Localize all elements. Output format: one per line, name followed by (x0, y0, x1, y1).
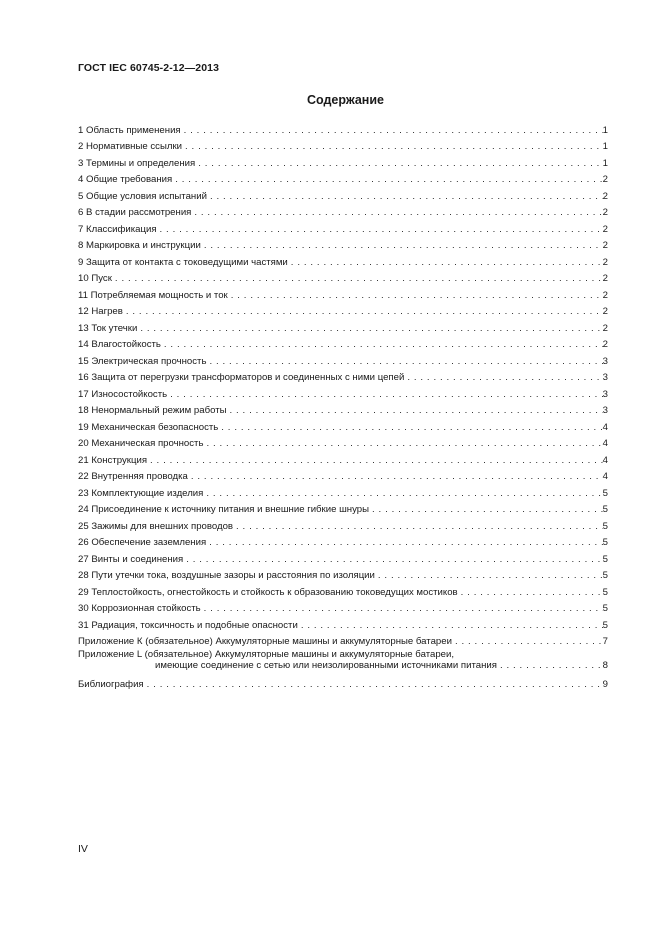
toc-entry[interactable] (78, 400, 608, 417)
toc-leader-dots (221, 422, 602, 433)
toc-entry-page: 3 (602, 355, 608, 367)
toc-entry-page: 5 (602, 619, 608, 631)
table-of-contents (78, 119, 608, 690)
toc-leader-dots (461, 587, 603, 598)
toc-leader-dots (236, 521, 603, 532)
toc-entry-page: 2 (602, 240, 608, 251)
toc-entry-page: 3 (602, 372, 608, 383)
toc-leader-dots (301, 620, 603, 631)
toc-entry[interactable] (78, 499, 608, 516)
toc-entry-page: 2 (602, 174, 608, 185)
toc-leader-dots (230, 405, 603, 416)
toc-entry-label: Библиография (78, 678, 144, 690)
page-number: IV (78, 843, 88, 855)
toc-leader-dots (378, 570, 603, 581)
toc-entry-label: 21 Конструкция (78, 454, 148, 466)
toc-entry-page: 4 (602, 421, 608, 433)
toc-entry-label: 14 Влагостойкость (78, 339, 161, 350)
toc-entry-label: 17 Износостойкость (78, 388, 168, 400)
toc-leader-dots (175, 174, 602, 185)
toc-entry[interactable] (78, 218, 608, 235)
toc-entry[interactable] (78, 235, 608, 252)
toc-leader-dots (194, 207, 602, 218)
toc-entry[interactable] (78, 433, 608, 450)
toc-leader-dots (231, 290, 603, 301)
toc-entry-page: 2 (602, 207, 608, 218)
toc-entry-label: 5 Общие условия испытаний (78, 190, 207, 202)
toc-entry-label: 12 Нагрев (78, 306, 123, 317)
toc-entry-page: 5 (602, 586, 608, 598)
toc-entry[interactable] (78, 416, 608, 433)
toc-leader-dots (140, 323, 602, 334)
toc-entry-label: 3 Термины и определения (78, 157, 196, 169)
toc-entry-label: 9 Защита от контакта с токоведущими частями (78, 256, 288, 268)
toc-leader-dots (372, 504, 603, 515)
toc-entry[interactable] (78, 334, 608, 351)
toc-entry-page: 5 (602, 520, 608, 532)
toc-entry[interactable] (78, 449, 608, 466)
toc-entry-page: 2 (602, 306, 608, 317)
toc-entry-label: 25 Зажимы для внешних проводов (78, 520, 234, 532)
toc-leader-dots (210, 191, 603, 202)
toc-entry-page: 5 (602, 603, 608, 614)
toc-entry-label: 31 Радиация, токсичность и подобные опасности (78, 619, 298, 631)
toc-entry[interactable] (78, 317, 608, 334)
toc-entry-page: 2 (602, 339, 608, 350)
toc-entry-label: 19 Механическая безопасность (78, 421, 219, 433)
toc-entry[interactable] (78, 482, 608, 499)
toc-entry[interactable] (78, 466, 608, 483)
toc-entry-page: 5 (602, 553, 608, 565)
toc-entry-page: 4 (602, 471, 608, 482)
toc-entry-page: 4 (602, 438, 608, 449)
toc-entry-label: 10 Пуск (78, 273, 112, 284)
toc-entry-label: 18 Ненормальный режим работы (78, 405, 227, 416)
toc-entry-page: 5 (602, 487, 608, 499)
toc-entry-label: 11 Потребляемая мощность и ток (78, 289, 228, 301)
toc-leader-dots (147, 679, 603, 690)
toc-entry[interactable] (78, 383, 608, 400)
toc-entry-page: 2 (602, 223, 608, 235)
toc-entry-page: 5 (602, 537, 608, 548)
toc-entry-label: 26 Обеспечение заземления (78, 537, 207, 548)
toc-leader-dots (500, 660, 603, 671)
toc-entry-label: 24 Присоединение к источнику питания и внешние гибкие шнуры (78, 504, 370, 515)
toc-entry-label: Приложение L (обязательное) Аккумуляторные машины и аккумуляторные батареи, (78, 649, 455, 660)
toc-entry[interactable] (78, 119, 608, 136)
toc-entry-label: 29 Теплостойкость, огнестойкость и стойкость к образованию токоведущих мостиков (78, 586, 458, 598)
toc-entry-label: 20 Механическая прочность (78, 438, 204, 449)
toc-entry-label: 13 Ток утечки (78, 322, 138, 334)
toc-entry[interactable] (78, 268, 608, 285)
toc-leader-dots (204, 603, 603, 614)
toc-entry[interactable] (78, 598, 608, 615)
toc-entry-page: 5 (602, 570, 608, 581)
toc-leader-dots (185, 141, 603, 152)
toc-entry-page: 8 (602, 660, 608, 671)
toc-entry[interactable] (78, 532, 608, 549)
toc-entry[interactable] (78, 301, 608, 318)
toc-entry[interactable] (78, 152, 608, 169)
toc-leader-dots (204, 240, 603, 251)
toc-entry-page: 1 (602, 157, 608, 169)
toc-entry-label: 27 Винты и соединения (78, 553, 184, 565)
toc-entry-page: 4 (602, 454, 608, 466)
toc-entry-page: 2 (602, 322, 608, 334)
toc-leader-dots (209, 537, 602, 548)
toc-entry-label: 28 Пути утечки тока, воздушные зазоры и расстояния по изоляции (78, 570, 375, 581)
toc-entry-label: 16 Защита от перегрузки трансформаторов и соединенных с ними цепей (78, 372, 405, 383)
toc-leader-dots (206, 488, 602, 499)
toc-entry[interactable] (78, 614, 608, 631)
toc-leader-dots (126, 306, 603, 317)
toc-entry-page: 5 (602, 504, 608, 515)
document-code: ГОСТ IEC 60745-2-12—2013 (78, 62, 220, 74)
toc-entry-label: Приложение К (обязательное) Аккумуляторные машины и аккумуляторные батареи (78, 636, 452, 647)
toc-leader-dots (198, 158, 602, 169)
toc-entry[interactable] (78, 202, 608, 219)
toc-entry-label: 2 Нормативные ссылки (78, 141, 183, 152)
page-title: Содержание (306, 93, 384, 107)
toc-leader-dots (115, 273, 603, 284)
toc-entry-bibliography[interactable] (78, 673, 608, 690)
toc-entry-label: 1 Область применения (78, 124, 181, 136)
toc-entry[interactable] (78, 548, 608, 565)
toc-entry-page: 2 (602, 256, 608, 268)
toc-leader-dots (291, 257, 603, 268)
toc-entry-label: 30 Коррозионная стойкость (78, 603, 201, 614)
toc-entry[interactable] (78, 631, 608, 648)
toc-entry[interactable] (78, 515, 608, 532)
toc-leader-dots (191, 471, 603, 482)
toc-entry-label: 7 Классификация (78, 223, 157, 235)
toc-entry-page: 7 (602, 636, 608, 647)
toc-entry[interactable] (78, 169, 608, 186)
toc-leader-dots (206, 438, 602, 449)
toc-entry-label: 23 Комплектующие изделия (78, 487, 204, 499)
toc-entry[interactable] (78, 565, 608, 582)
toc-entry[interactable] (78, 367, 608, 384)
toc-entry[interactable] (78, 185, 608, 202)
toc-leader-dots (455, 636, 603, 647)
toc-entry-page: 1 (602, 124, 608, 136)
toc-entry[interactable] (78, 350, 608, 367)
toc-entry-page: 9 (602, 678, 608, 690)
toc-entry-page: 2 (602, 273, 608, 284)
toc-entry-page: 1 (602, 141, 608, 152)
toc-leader-dots (184, 125, 603, 136)
toc-entry-label: 15 Электрическая прочность (78, 355, 207, 367)
toc-entry-page: 2 (602, 289, 608, 301)
toc-leader-dots (170, 389, 603, 400)
toc-entry-annex-l[interactable] (78, 647, 608, 673)
toc-entry-page: 3 (602, 388, 608, 400)
toc-entry-label-continuation: имеющие соединение с сетью или неизолированными источниками питания (155, 660, 497, 671)
toc-entry[interactable] (78, 251, 608, 268)
toc-leader-dots (150, 455, 603, 466)
toc-entry[interactable] (78, 581, 608, 598)
toc-entry[interactable] (78, 284, 608, 301)
toc-entry-label: 6 В стадии рассмотрения (78, 207, 192, 218)
toc-entry-page: 2 (602, 190, 608, 202)
toc-leader-dots (186, 554, 602, 565)
toc-leader-dots (407, 372, 602, 383)
toc-entry-label: 22 Внутренняя проводка (78, 471, 188, 482)
toc-leader-dots (160, 224, 603, 235)
toc-entry-label: 8 Маркировка и инструкции (78, 240, 201, 251)
toc-leader-dots (209, 356, 602, 367)
toc-entry[interactable] (78, 136, 608, 153)
toc-entry-label: 4 Общие требования (78, 174, 173, 185)
toc-leader-dots (164, 339, 603, 350)
toc-entry-page: 3 (602, 405, 608, 416)
